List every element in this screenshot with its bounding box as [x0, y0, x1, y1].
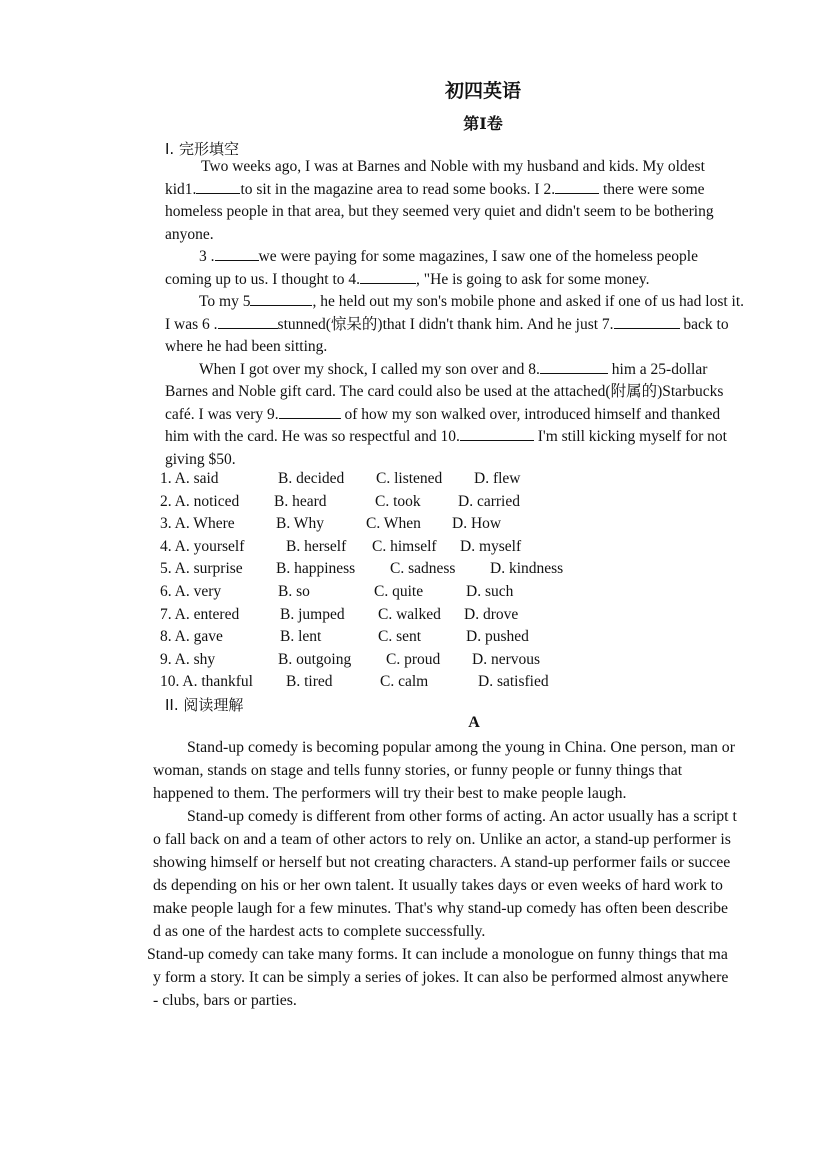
option-a: 7. A. entered	[160, 605, 240, 623]
option-d: D. drove	[464, 605, 519, 623]
option-a: 5. A. surprise	[160, 560, 243, 578]
option-b: B. lent	[280, 628, 322, 646]
passage-line: happened to them. The performers will try their best to make people laugh.	[153, 785, 627, 802]
passage-label-a: A	[468, 714, 480, 731]
option-c: C. himself	[372, 537, 437, 555]
option-b: B. tired	[286, 673, 333, 691]
section-heading-cloze: I. 完形填空	[165, 140, 239, 158]
answer-blank-6	[218, 314, 278, 329]
answer-blank-9	[279, 404, 341, 419]
option-c: C. calm	[380, 673, 429, 691]
passage-line: woman, stands on stage and tells funny stories, or funny people or funny things that	[153, 762, 683, 779]
text: him a 25-dollar	[607, 360, 708, 378]
option-d: D. myself	[460, 537, 522, 555]
text: giving $50.	[165, 450, 236, 468]
passage-line	[165, 156, 744, 179]
answer-blank-1	[196, 179, 240, 194]
option-b: B. Why	[276, 515, 324, 533]
passage-line	[165, 201, 744, 224]
text: to sit in the magazine area to read some books. I 2.	[240, 180, 556, 198]
cloze-passage	[165, 156, 744, 471]
option-b: B. heard	[274, 492, 327, 510]
option-b: B. decided	[278, 470, 345, 487]
text: café. I was very 9.	[165, 405, 279, 423]
answer-blank-7	[614, 314, 680, 329]
passage-line	[165, 404, 744, 427]
option-c: C. sadness	[390, 560, 456, 578]
passage-line	[165, 336, 744, 359]
passage-line: Stand-up comedy is different from other forms of acting. An actor usually has a script t	[187, 808, 737, 825]
passage-line	[165, 246, 744, 269]
text: where he had been sitting.	[165, 338, 328, 355]
text: him with the card. He was so respectful and 10.	[165, 428, 460, 445]
option-c: C. quite	[374, 582, 424, 600]
page-title: 初四英语	[444, 80, 521, 102]
text: stunned(惊呆的)that I didn't thank him. And he just 7.	[277, 315, 614, 333]
text: I'm still kicking myself for not	[533, 428, 727, 445]
option-d: D. flew	[474, 470, 521, 487]
option-a: 4. A. yourself	[160, 537, 245, 555]
option-a: 10. A. thankful	[160, 673, 253, 691]
option-d: D. satisfied	[478, 673, 549, 691]
text: , "He is going to ask for some money.	[416, 270, 650, 288]
option-b: B. so	[278, 582, 310, 600]
passage-line: d as one of the hardest acts to complete successfully.	[153, 923, 486, 940]
text: 3 .	[199, 248, 215, 265]
option-c: C. proud	[386, 650, 441, 668]
option-c: C. sent	[378, 628, 422, 646]
passage-line	[165, 291, 744, 314]
answer-blank-2	[555, 179, 599, 194]
passage-line: make people laugh for a few minutes. That's why stand-up comedy has often been describe	[153, 900, 729, 917]
option-a: 2. A. noticed	[160, 492, 240, 510]
text: kid1.	[165, 180, 197, 198]
passage-line	[165, 179, 744, 202]
answer-blank-4	[360, 269, 416, 284]
option-b: B. happiness	[276, 560, 356, 578]
passage-line	[165, 269, 744, 292]
text: homeless people in that area, but they seemed very quiet and didn't seem to be bothering	[165, 203, 714, 220]
text: , he held out my son's mobile phone and asked if one of us had lost it.	[312, 293, 745, 310]
text: When I got over my shock, I called my son over and 8.	[199, 360, 540, 378]
text: we were paying for some magazines, I saw one of the homeless people	[258, 248, 698, 265]
option-c: C. walked	[378, 605, 441, 623]
passage-line: showing himself or herself but not creating characters. A stand-up performer fails or succee	[153, 854, 731, 871]
answer-blank-10	[460, 426, 534, 441]
passage-line	[165, 381, 744, 404]
reading-passage-a	[147, 736, 737, 1012]
text: of how my son walked over, introduced himself and thanked	[340, 405, 721, 423]
section-heading-reading: II. 阅读理解	[165, 696, 244, 714]
option-a: 8. A. gave	[160, 628, 223, 646]
text: Barnes and Noble gift card. The card could also be used at the attached(附属的)Starbucks	[165, 383, 724, 400]
option-d: D. pushed	[466, 628, 529, 646]
passage-line: Stand-up comedy can take many forms. It can include a monologue on funny things that ma	[147, 946, 728, 963]
text: coming up to us. I thought to 4.	[165, 270, 361, 288]
text: back to	[679, 315, 729, 333]
option-d: D. kindness	[490, 560, 564, 578]
option-a: 1. A. said	[160, 470, 219, 487]
text: Two weeks ago, I was at Barnes and Noble with my husband and kids. My oldest	[201, 158, 705, 175]
text: there were some	[599, 180, 705, 198]
answer-blank-5	[250, 291, 312, 306]
passage-line	[165, 224, 744, 247]
option-d: D. How	[452, 515, 502, 533]
option-b: B. herself	[286, 537, 347, 555]
option-b: B. outgoing	[278, 650, 352, 668]
option-a: 3. A. Where	[160, 515, 235, 533]
option-c: C. listened	[376, 470, 443, 487]
answer-blank-3	[215, 246, 259, 261]
passage-line: - clubs, bars or parties.	[153, 992, 297, 1009]
option-d: D. such	[466, 582, 514, 600]
text: I was 6 .	[165, 315, 218, 333]
option-d: D. nervous	[472, 650, 541, 668]
text: anyone.	[165, 225, 214, 243]
passage-line: Stand-up comedy is becoming popular among the young in China. One person, man or	[187, 739, 735, 756]
passage-line	[165, 426, 744, 449]
option-c: C. took	[375, 492, 421, 510]
passage-line	[165, 359, 744, 382]
option-b: B. jumped	[280, 605, 345, 623]
option-c: C. When	[366, 515, 421, 533]
option-d: D. carried	[458, 492, 520, 510]
passage-line: y form a story. It can be simply a series of jokes. It can also be performed almost anywhere	[153, 969, 729, 986]
passage-line	[165, 314, 744, 337]
option-a: 6. A. very	[160, 582, 222, 600]
volume-title: 第Ⅰ卷	[463, 114, 503, 133]
text: To my 5	[199, 293, 251, 310]
passage-line	[165, 449, 744, 472]
passage-line: ds depending on his or her own talent. It usually takes days or even weeks of hard work to	[153, 877, 723, 894]
passage-line: o fall back on and a team of other actors to rely on. Unlike an actor, a stand-up performer is	[153, 831, 731, 848]
option-a: 9. A. shy	[160, 650, 216, 668]
answer-blank-8	[540, 359, 608, 374]
